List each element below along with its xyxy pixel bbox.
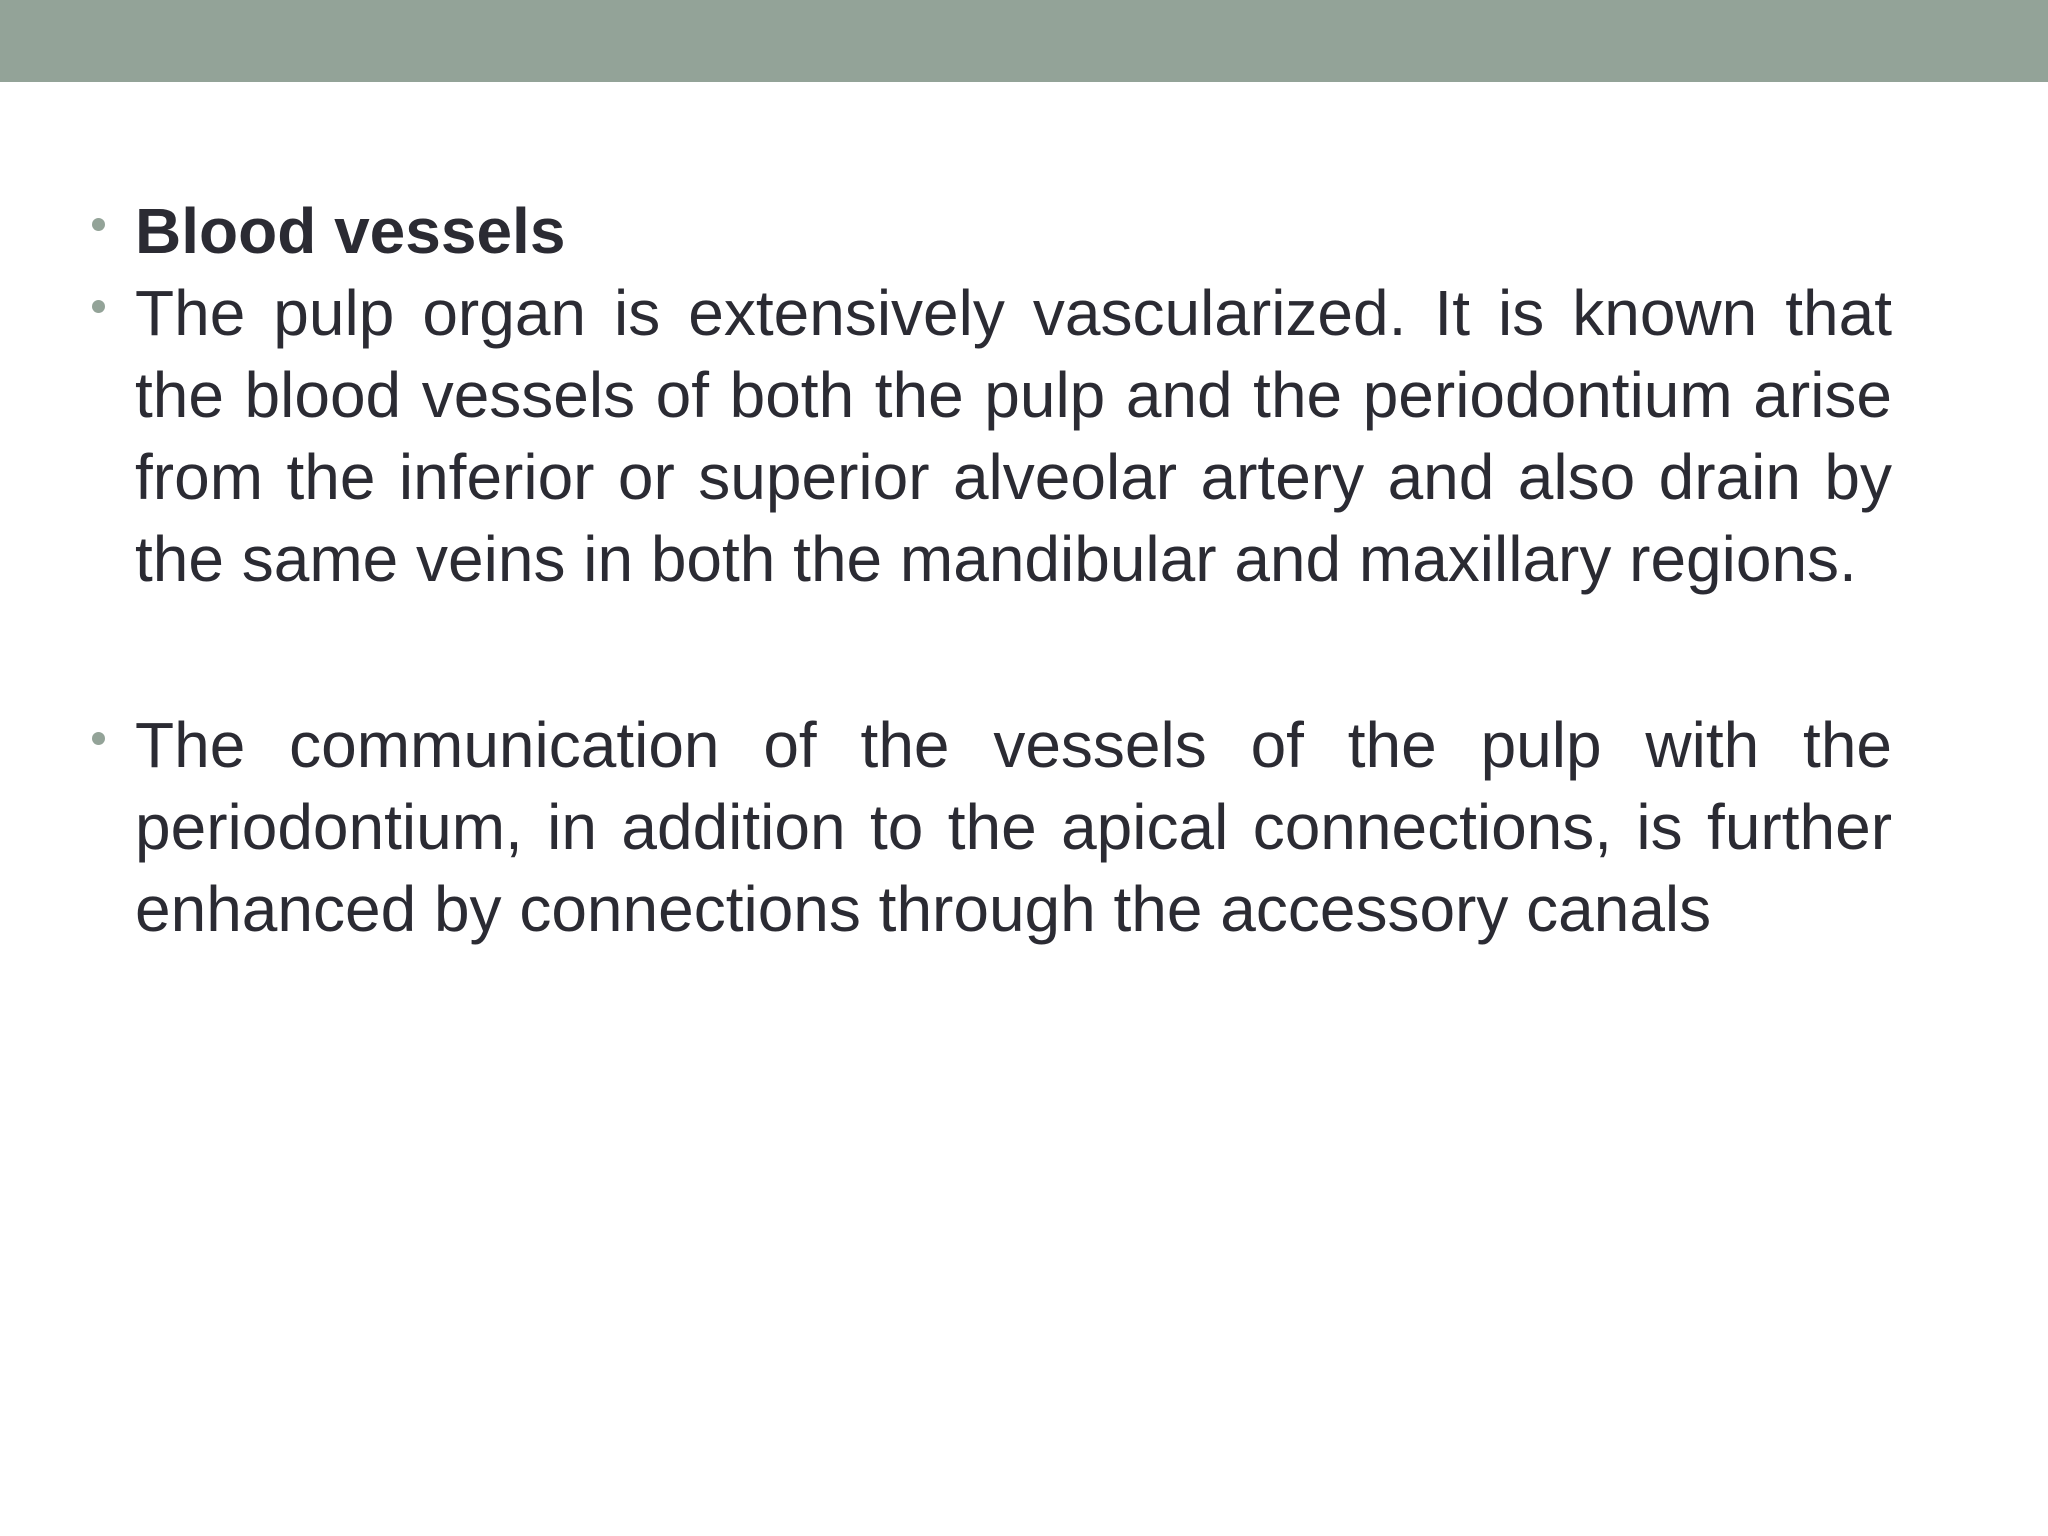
bullet-text: The communication of the vessels of the pulp with the periodontium, in addition to the apical connections, is further enhanced by connections through the accessory canals: [135, 709, 1892, 945]
bullet-text: The pulp organ is extensively vascularized. It is known that the blood vessels of both the pulp and the periodontium arise from the inferior or superior alveolar artery and also drain by the same veins in both the mandibular and maxillary regions.: [135, 277, 1892, 595]
bullet-dot-icon: [92, 218, 105, 231]
slide-header-bar: [0, 0, 2048, 82]
bullet-text: Blood vessels: [135, 195, 566, 267]
bullet-dot-icon: [92, 732, 105, 745]
bullet-item-heading: [92, 190, 1892, 272]
bullet-item-vascularization: [92, 272, 1892, 600]
slide-content: [92, 190, 1892, 950]
bullet-dot-icon: [92, 300, 105, 313]
bullet-item-communication: [92, 704, 1892, 950]
bullet-list: [92, 190, 1892, 950]
